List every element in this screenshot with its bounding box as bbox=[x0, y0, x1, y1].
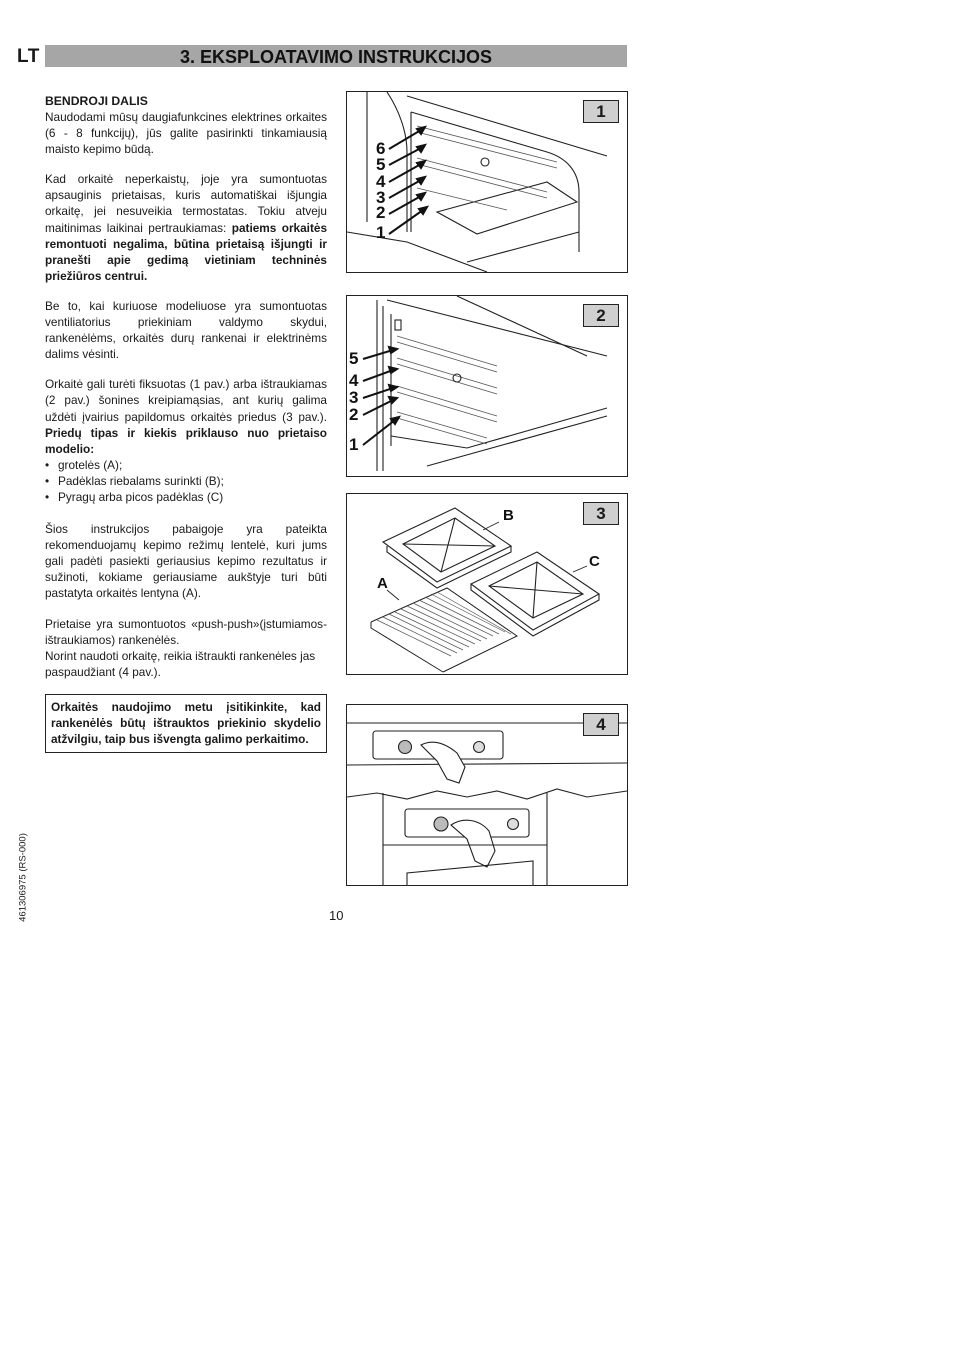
figure-4 bbox=[346, 704, 628, 886]
level-label: 5 bbox=[349, 349, 359, 368]
section-title: 3. EKSPLOATAVIMO INSTRUKCIJOS bbox=[45, 45, 627, 67]
baking-tray-c bbox=[471, 552, 599, 636]
section-heading: BENDROJI DALIS bbox=[45, 94, 148, 108]
wire-rack-a bbox=[371, 588, 517, 672]
page-number: 10 bbox=[329, 908, 344, 923]
level-label: 6 bbox=[376, 139, 386, 158]
level-label: 3 bbox=[349, 388, 359, 407]
label-b: B bbox=[503, 507, 514, 524]
language-code: LT bbox=[17, 46, 40, 67]
accessory-list bbox=[45, 457, 327, 505]
label-c: C bbox=[589, 553, 600, 570]
notice-box: Orkaitės naudojimo metu įsitikinkite, kad rankenėlės būtų ištrauktos priekinio skydelio atžvilgiu, taip bus išvengta galimo perkaitimo. bbox=[45, 694, 327, 753]
level-label: 3 bbox=[376, 188, 386, 207]
figure-number: 1 bbox=[583, 100, 619, 123]
paragraph-intro: Naudodami mūsų daugiafunkcines elektrines orkaites (6 - 8 funkcijų), jūs galite pasirinkti tinkamiausią maisto kepimo būdą. bbox=[45, 110, 327, 157]
accessories-text: Orkaitė gali turėti fiksuotas (1 pav.) arba ištraukiamas (2 pav.) šonines kreipiamąsias, ant kurių galima uždėti įvairius papildomus orkaitės priedus (3 pav.). bbox=[45, 377, 327, 424]
document-code: 461306975 (RS-000) bbox=[17, 833, 29, 922]
label-a: A bbox=[377, 575, 388, 592]
level-label: 2 bbox=[376, 203, 386, 222]
figure-number: 4 bbox=[583, 713, 619, 736]
figure-number: 2 bbox=[583, 304, 619, 327]
figure-number: 3 bbox=[583, 502, 619, 525]
text-column bbox=[45, 93, 327, 753]
level-label: 5 bbox=[376, 155, 386, 174]
level-label: 1 bbox=[376, 223, 386, 242]
figure-3 bbox=[346, 493, 628, 675]
paragraph-safety bbox=[45, 171, 327, 284]
paragraph-accessories bbox=[45, 376, 327, 456]
safety-text: Kad orkaitė neperkaistų, joje yra sumontuotas apsauginis prietaisas, kuris automatiškai išjungia orkaitę, jei nesuveikia termostatas. Tokiu atveju maitinimas laikinai pertraukiamas: bbox=[45, 172, 327, 235]
list-item: • Pyragų arba picos padėklas (C) bbox=[45, 489, 327, 505]
paragraph-table: Šios instrukcijos pabaigoje yra pateikta rekomenduojamų kepimo režimų lentelė, kuri jums gali padėti pasiekti geriausius kepimo rezultatus ir sužinoti, kokiame geriausiame aukštyje turi būti pastatyta orkaitės lentyna (A). bbox=[45, 522, 327, 601]
paragraph-knobs-b: Norint naudoti orkaitę, reikia ištraukti rankenėles jas paspaudžiant (4 pav.). bbox=[45, 648, 316, 679]
paragraph-knobs-a: Prietaise yra sumontuotos «push-push»(įstumiamos-ištraukiamos) rankenėlės. bbox=[45, 616, 327, 647]
figure-2 bbox=[346, 295, 628, 477]
level-label: 4 bbox=[376, 172, 386, 191]
level-label: 4 bbox=[349, 371, 359, 390]
list-item: • Padėklas riebalams surinkti (B); bbox=[45, 473, 327, 489]
drip-tray-b bbox=[383, 508, 511, 588]
accessories-note: Priedų tipas ir kiekis priklauso nuo prietaiso modelio: bbox=[45, 425, 327, 456]
list-item: • grotelės (A); bbox=[45, 457, 327, 473]
paragraph-ventilation: Be to, kai kuriuose modeliuose yra sumontuotas ventiliatorius priekiniam valdymo skydui, rankenėlėms, orkaitės durų rankenai ir elektrinėms dalims vėsinti. bbox=[45, 298, 327, 362]
figure-1 bbox=[346, 91, 628, 273]
safety-warning: patiems orkaitės remontuoti negalima, būtina prietaisą išjungti ir pranešti apie gedimą vietiniam techninės priežiūros centrui. bbox=[45, 220, 328, 283]
level-label: 2 bbox=[349, 405, 359, 424]
level-label: 1 bbox=[349, 435, 359, 454]
